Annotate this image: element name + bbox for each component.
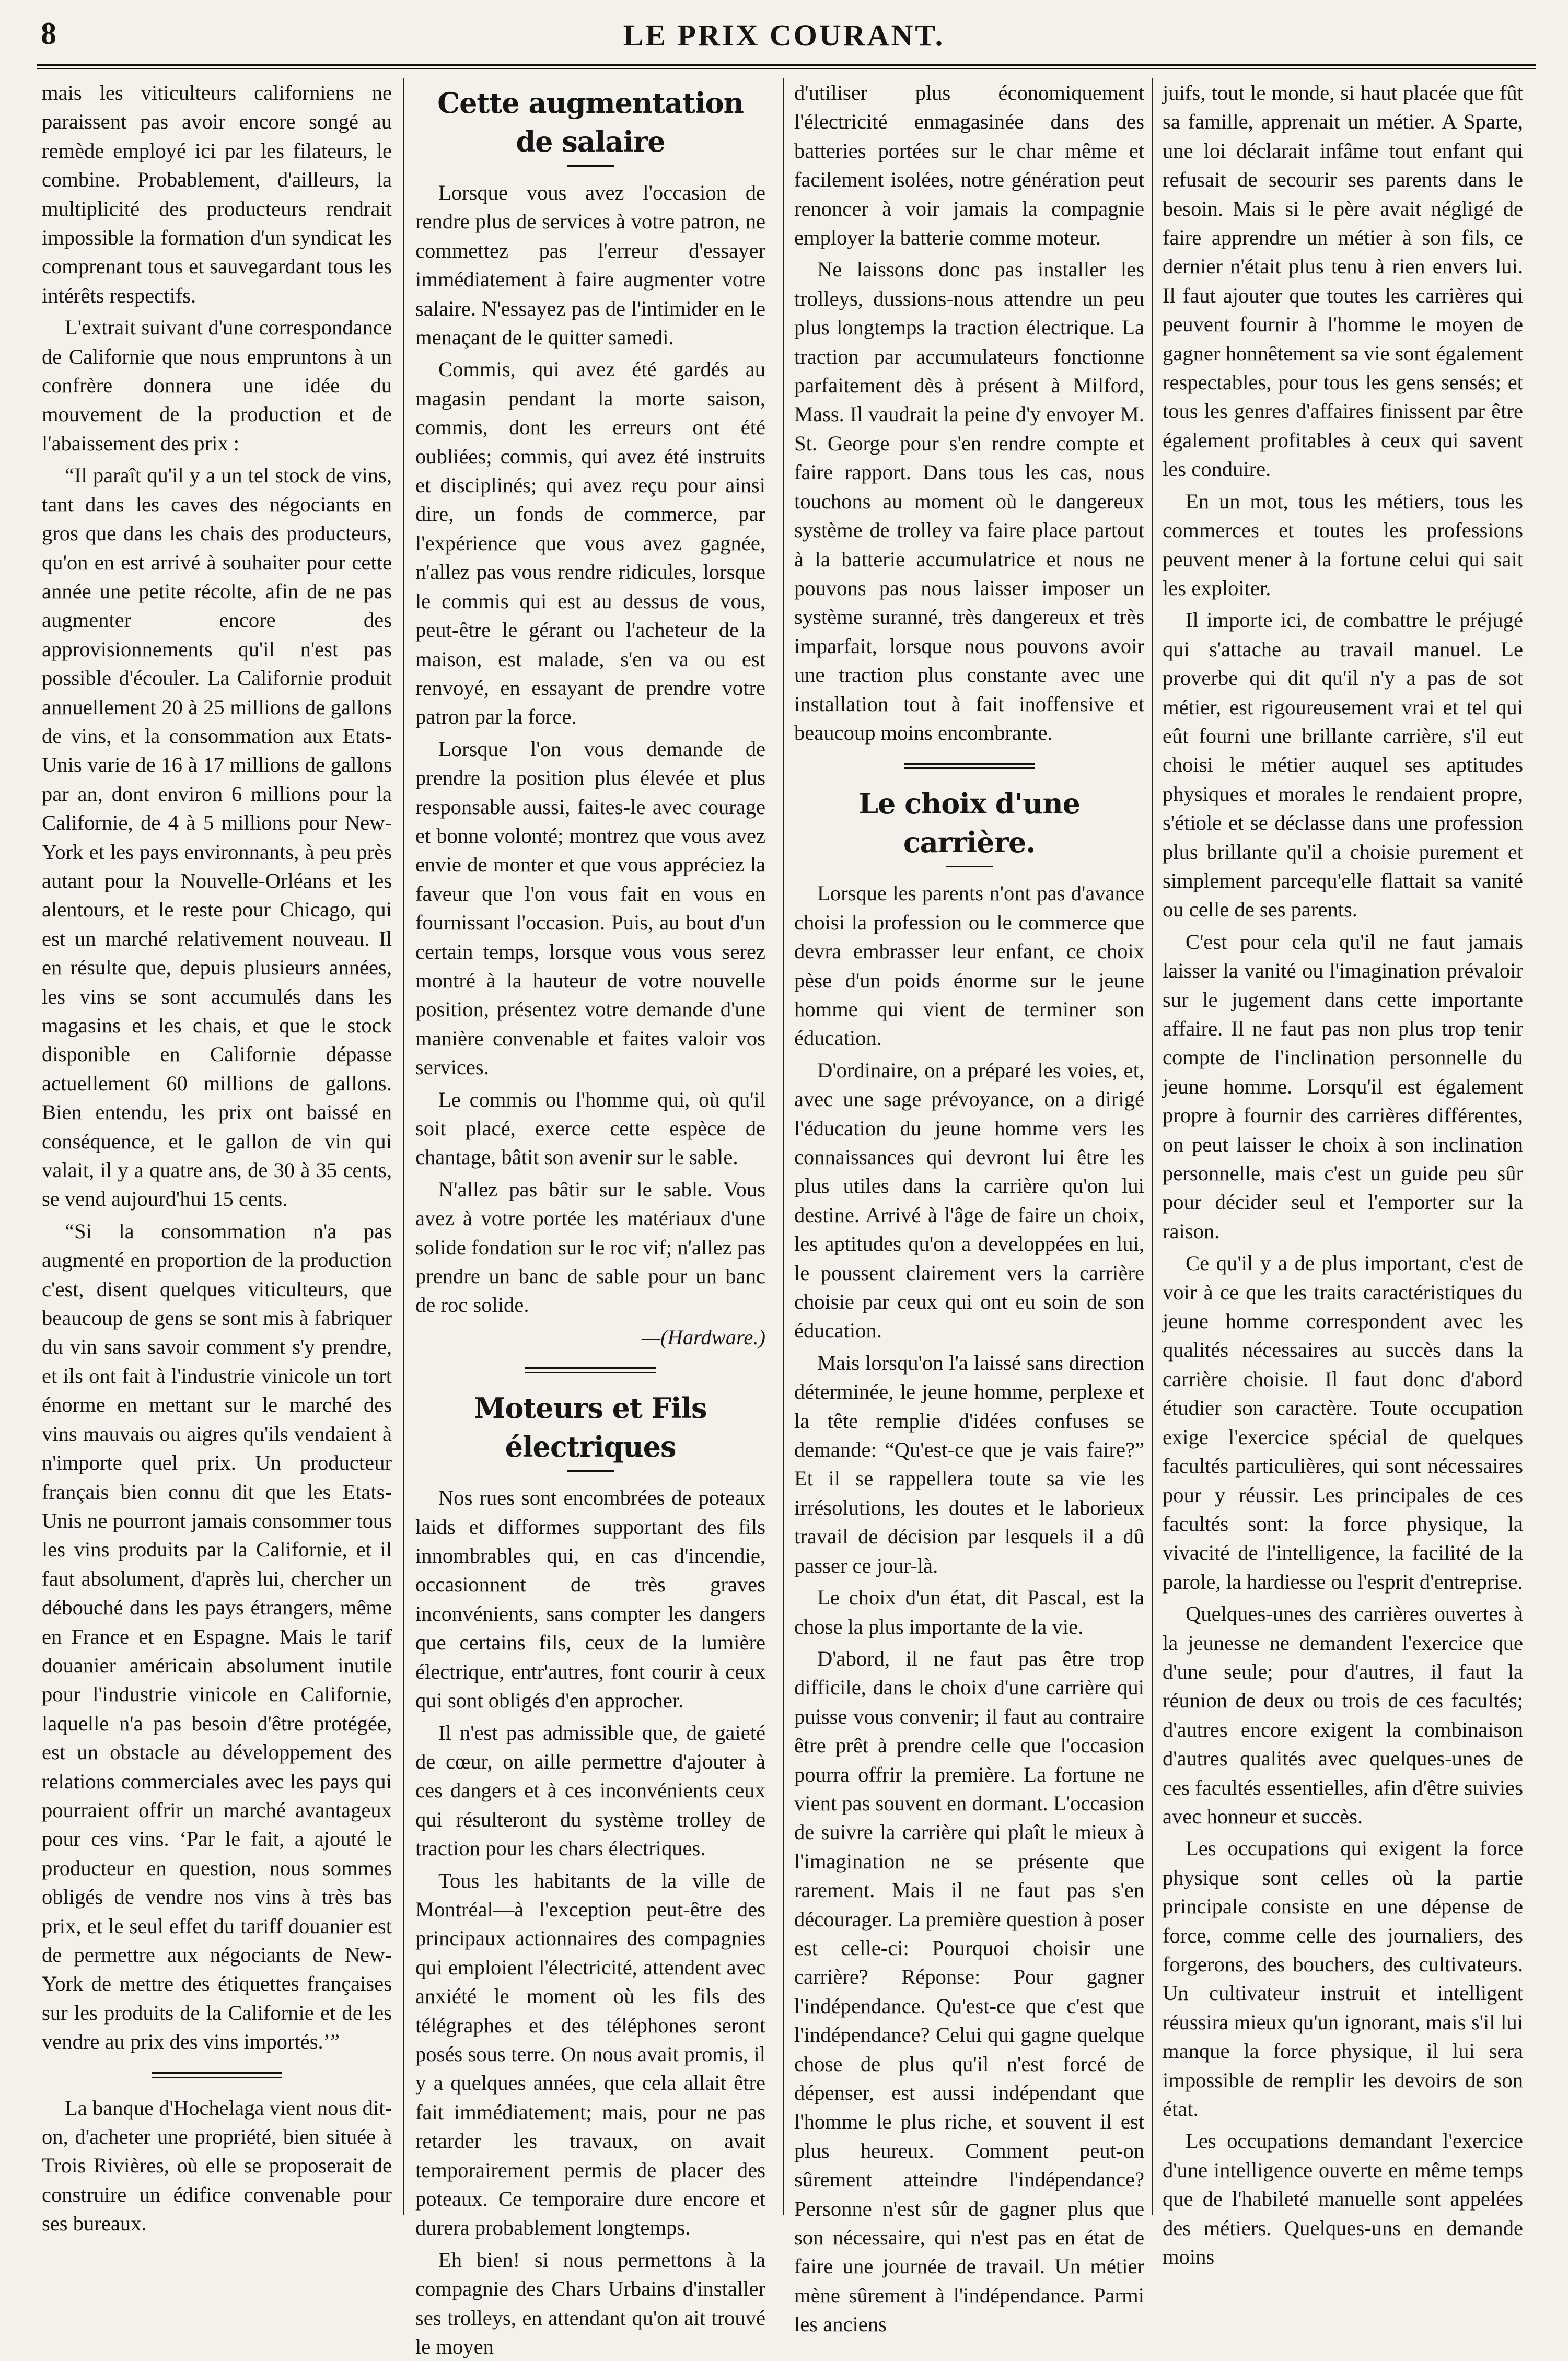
paragraph: “Il paraît qu'il y a un tel stock de vins, tant dans les caves des négociants en gros que dans les chais des producteurs, qu'on en est arrivé à souhaiter pour cette année une petite récolte, afin de ne pas augmenter encore des approvisionnements qu'il n'est pas possible d'écouler. La Californie produit annuellement 20 à 25 millions de gallons de vins, et la consommation aux Etats-Unis varie de 16 à 17 millions de gallons par an, dont environ 6 millions pour la Californie, de 4 à 5 millions pour New-York et les pays environnants, à peu près autant pour la Nouvelle-Orléans et les alentours, et le reste pour Chicago, qui est un marché relativement nouveau. Il en résulte que, depuis plusieurs années, les vins se sont accumulés dans les magasins et les chais, et que le stock disponible en Californie dépasse actuellement 60 millions de gallons. Bien entendu, les prix ont baissé en conséquence, et le gallon de vin qui valait, il y a quatre ans, de 30 à 35 cents, se vend aujourd'hui 15 cents. (42, 463, 392, 1211)
paragraph: Les occupations demandant l'exercice d'une intelligence ouverte en même temps que de l'habileté manuelle sont appelées des métiers. Quelques-uns en demande moins (1163, 2129, 1523, 2269)
page-header (0, 0, 1568, 63)
paragraph: Ne laissons donc pas installer les trolleys, dussions-nous attendre un peu plus longtemps la traction électrique. La traction par accumulateurs fonctionne parfaitement dès à présent à Milford, Mass. Il vaudrait la peine d'y envoyer M. St. George pour s'en rendre compte et faire rapport. Dans tous les cas, nous touchons au moment où le dangereux système de trolley va faire place partout à la batterie accumulatrice et nous ne pouvons pas nous laisser imposer un système suranné, très dangereux et très imparfait, lorsque nous pouvons avoir une traction plus constante avec une installation tout à fait inoffensive et beaucoup moins encombrante. (794, 258, 1144, 745)
paragraph: La banque d'Hochelaga vient nous dit-on, d'acheter une propriété, bien située à Trois Rivières, où elle se proposerait de construire un édifice convenable pour ses bureaux. (42, 2096, 392, 2236)
article-divider (904, 763, 1035, 769)
page-number: 8 (41, 16, 56, 51)
column-3 (794, 78, 1144, 2336)
article-source: —(Hardware.) (641, 1325, 765, 1349)
paragraph: d'utiliser plus économiquement l'électricité enmagasinée dans des batteries portées sur le char même et facilement isolées, notre génération peut renoncer à voir jamais la compagnie employer la batterie comme moteur. (794, 81, 1144, 250)
column-separator (783, 78, 784, 2215)
paragraph: N'allez pas bâtir sur le sable. Vous avez à votre portée les matériaux d'une solide fondation sur le roc vif; n'allez pas prendre un banc de sable pour un banc de roc solide. (415, 1177, 765, 1317)
paragraph: “Si la consommation n'a pas augmenté en proportion de la production c'est, disent quelques viticulteurs, que beaucoup de gens se sont mis à fabriquer du vin sans savoir comment s'y prendre, et ils ont fait à l'industrie vinicole un tort énorme en mettant sur le marché des vins mauvais ou aigres qu'ils vendaient à n'importe quel prix. Un producteur français bien connu dit que les Etats-Unis ne pourront jamais consommer tous les vins produits par la Californie, et il faut absolument, d'après lui, chercher un débouché dans les pays étrangers, même en France et en Espagne. Mais le tarif douanier américain absolument inutile pour l'industrie vinicole en Californie, laquelle n'a pas besoin d'être protégée, est un obstacle au développement des relations commerciales avec les pays qui pourraient offrir un marché avantageux pour ces vins. ‘Par le fait, a ajouté le producteur en question, nous sommes obligés de vendre nos vins à très bas prix, et le seul effet du tariff douanier est de permettre aux négociants de New-York de mettre des étiquettes françaises sur les produits de la Californie et de les vendre au prix des vins importés.’” (42, 1219, 392, 2054)
paragraph: Eh bien! si nous permettons à la compagnie des Chars Urbains d'installer ses trolleys, en attendant qu'on ait trouvé le moyen (415, 2248, 765, 2359)
article-title-moteurs: Moteurs et Fils électriques (474, 1391, 707, 1464)
paragraph: Lorsque vous avez l'occasion de rendre plus de services à votre patron, ne commettez pas l'erreur d'essayer immédiatement à faire augmenter votre salaire. N'essayez pas de l'intimider en le menaçant de le quitter samedi. (415, 181, 765, 350)
paragraph: Ce qu'il y a de plus important, c'est de voir à ce que les traits caractéristiques du jeune homme correspondent avec les qualités nécessaires au succès dans la carrière choisie. Il faut donc d'abord étudier son caractère. Toute occupation exige l'exercice spécial de quelques facultés particulières, qui sont nécessaires pour y réussir. Les principales de ces facultés sont: la force physique, la vivacité de l'intelligence, la facilité de la parole, la hardiesse ou l'esprit d'entreprise. (1163, 1251, 1523, 1594)
masthead-title: LE PRIX COURANT. (623, 18, 945, 52)
paragraph: Quelques-unes des carrières ouvertes à la jeunesse ne demandent l'exercice que d'une seule; pour d'autres, il faut la réunion de deux ou trois de ces facultés; d'autres encore exigent la combinaison d'autres qualités avec quelques-unes de ces facultés essentielles, afin d'être suivies avec honneur et succès. (1163, 1602, 1523, 1828)
paragraph: Il n'est pas admissible que, de gaieté de cœur, on aille permettre d'ajouter à ces dangers et à ces inconvénients ceux qui résulteront du système trolley de traction pour les chars électriques. (415, 1720, 765, 1860)
paragraph: Le commis ou l'homme qui, où qu'il soit placé, exerce cette espèce de chantage, bâtit son avenir sur le sable. (415, 1087, 765, 1169)
paragraph: Lorsque l'on vous demande de prendre la position plus élevée et plus responsable aussi, faites-le avec courage et bonne volonté; montrez que vous avez envie de monter et que vous appréciez la faveur que l'on vous fait en vous en fournissant l'occasion. Puis, au bout d'un certain temps, lorsque vous vous serez montré à la hauteur de votre nouvelle position, présentez votre demande d'une manière convenable et faites valoir vos services. (415, 737, 765, 1079)
paragraph: En un mot, tous les métiers, tous les commerces et toutes les professions peuvent mener à la fortune celui qui sait les exploiter. (1163, 489, 1523, 600)
paragraph: Tous les habitants de la ville de Montréal—à l'exception peut-être des principaux actionnaires des compagnies qui emploient l'électricité, attendent avec anxiété le moment où les fils des télégraphes et des téléphones seront posés sous terre. On nous avait promis, il y a quelques années, que cela allait être fait immédiatement; mais, pour ne pas retarder les travaux, on avait temporairement permis de placer des poteaux. Ce temporaire dure encore et durera probablement longtemps. (415, 1868, 765, 2240)
column-2 (415, 78, 765, 2359)
paragraph: L'extrait suivant d'une correspondance de Californie que nous empruntons à un confrère donnera une idée du mouvement de la production et de l'abaissement des prix : (42, 316, 392, 455)
column-4 (1163, 78, 1523, 2269)
paragraph: Le choix d'un état, dit Pascal, est la chose la plus importante de la vie. (794, 1586, 1144, 1638)
title-rule (567, 165, 614, 167)
paragraph: D'abord, il ne faut pas être trop difficile, dans le choix d'une carrière qui puisse vous convenir; il faut au contraire être prêt à prendre celle que l'occasion pourra offrir la première. La fortune ne vient pas souvent en dormant. L'occasion de suivre la carrière qui plaît le mieux à l'imagination ne se présente que rarement. Mais il ne faut pas s'en décourager. La première question à poser est celle-ci: Pourquoi choisir une carrière? Réponse: Pour gagner l'indépendance. Qu'est-ce que c'est que l'indépendance? Celui qui gagne quelque chose de plus qu'il n'est forcé de dépenser, est aussi indépendant que l'homme le plus riche, et souvent il est plus heureux. Comment peut-on sûrement atteindre l'indépendance? Personne n'est sûr de gagner plus que son nécessaire, qui n'est pas en état de faire une journée de travail. Un métier mène sûrement à l'indépendance. Parmi les anciens (794, 1646, 1144, 2336)
article-divider (152, 2072, 282, 2078)
title-rule (946, 866, 993, 867)
header-rule (37, 64, 1536, 66)
paragraph: Nos rues sont encombrées de poteaux laids et difformes supportant des fils innombrables qui, en cas d'incendie, occasionnent de très graves inconvénients, sans compter les dangers que certains fils, ceux de la lumière électrique, entr'autres, font courir à ceux qui sont obligés d'en approcher. (415, 1486, 765, 1713)
paragraph: D'ordinaire, on a préparé les voies, et, avec une sage prévoyance, on a dirigé l'éducation du jeune homme vers les connaissances qui devront lui être les plus utiles dans la carrière qu'on lui destine. Arrivé à l'âge de faire un choix, les aptitudes qu'on a developpées en lui, le poussent clairement vers la carrière choisie par ceux qui ont eu soin de son éducation. (794, 1058, 1144, 1343)
article-title-salaire: Cette augmentation de salaire (437, 86, 744, 158)
paragraph: mais les viticulteurs californiens ne paraissent pas avoir encore songé au remède employé ici par les filateurs, le combine. Probablement, d'ailleurs, la multiplicité des producteurs rendrait impossible la formation d'un syndicat les comprenant tous et sauvegardant tous les intérêts respectifs. (42, 81, 392, 307)
paragraph: juifs, tout le monde, si haut placée que fût sa famille, apprenait un métier. A Sparte, une loi déclarait infâme tout enfant qui refusait de secourir ses parents dans le besoin. Mais si le père avait négligé de faire apprendre un métier à son fils, ce dernier n'était plus tenu à rien envers lui. Il faut ajouter que toutes les carrières qui peuvent fournir à l'homme le moyen de gagner honnêtement sa vie sont également respectables, pour tous les gens sensés; et tous les genres d'affaires finissent par être également profitables à ceux qui savent les conduire. (1163, 81, 1523, 481)
column-separator (403, 78, 404, 2215)
header-rule-thin (37, 68, 1536, 69)
column-separator (1152, 78, 1153, 2215)
paragraph: Mais lorsqu'on l'a laissé sans direction déterminée, le jeune homme, perplexe et la tête remplie d'idées confuses se demande: “Qu'est-ce que je vais faire?” Et il se rappellera toute sa vie les irrésolutions, les doutes et le laborieux travail de décision par lesquels il a dû passer ce jour-là. (794, 1351, 1144, 1577)
article-title-carriere: Le choix d'une carrière. (858, 787, 1080, 859)
paragraph: Commis, qui avez été gardés au magasin pendant la morte saison, commis, dont les erreurs ont été oubliées; commis, qui avez été instruits et disciplinés; qui avez reçu pour ainsi dire, un fonds de commerce, par l'expérience que vous avez gagnée, n'allez pas vous rendre ridicules, lorsque le commis qui est au dessus de vous, peut-être le gérant ou l'acheteur de la maison, est malade, s'en va ou est renvoyé, en essayant de prendre votre patron par la force. (415, 357, 765, 729)
paragraph: C'est pour cela qu'il ne faut jamais laisser la vanité ou l'imagination prévaloir sur le jugement dans cette importante affaire. Il ne faut pas non plus trop tenir compte de l'inclination personnelle du jeune homme. Lorsqu'il est également propre à fournir des carrières différentes, on peut laisser le choix à son inclination personnelle, mais c'est un guide peu sûr pour décider seul et l'emporter sur la raison. (1163, 929, 1523, 1243)
paragraph: Lorsque les parents n'ont pas d'avance choisi la profession ou le commerce que devra embrasser leur enfant, ce choix pèse d'un poids énorme sur le jeune homme qui vient de terminer son éducation. (794, 881, 1144, 1050)
column-1 (42, 78, 392, 2236)
title-rule (567, 1470, 614, 1472)
article-divider (525, 1367, 656, 1373)
paragraph: Les occupations qui exigent la force physique sont celles où la partie principale consiste en une dépense de force, comme celle des journaliers, des forgerons, des bouchers, des cultivateurs. Un cultivateur instruit et intelligent réussira mieux qu'un ignorant, mais s'il lui manque la force physique, il lui sera impossible de remplir les devoirs de son état. (1163, 1836, 1523, 2121)
paragraph: Il importe ici, de combattre le préjugé qui s'attache au travail manuel. Le proverbe qui dit qu'il n'y a pas de sot métier, est rigoureusement vrai et tel qui eût fourni une brillante carrière, s'il eut choisi le métier auquel ses aptitudes physiques et morales le rendaient propre, s'étiole et se déclasse dans une profession plus brillante qu'il a choisie purement et simplement parcequ'elle flattait sa vanité ou celle de ses parents. (1163, 608, 1523, 922)
